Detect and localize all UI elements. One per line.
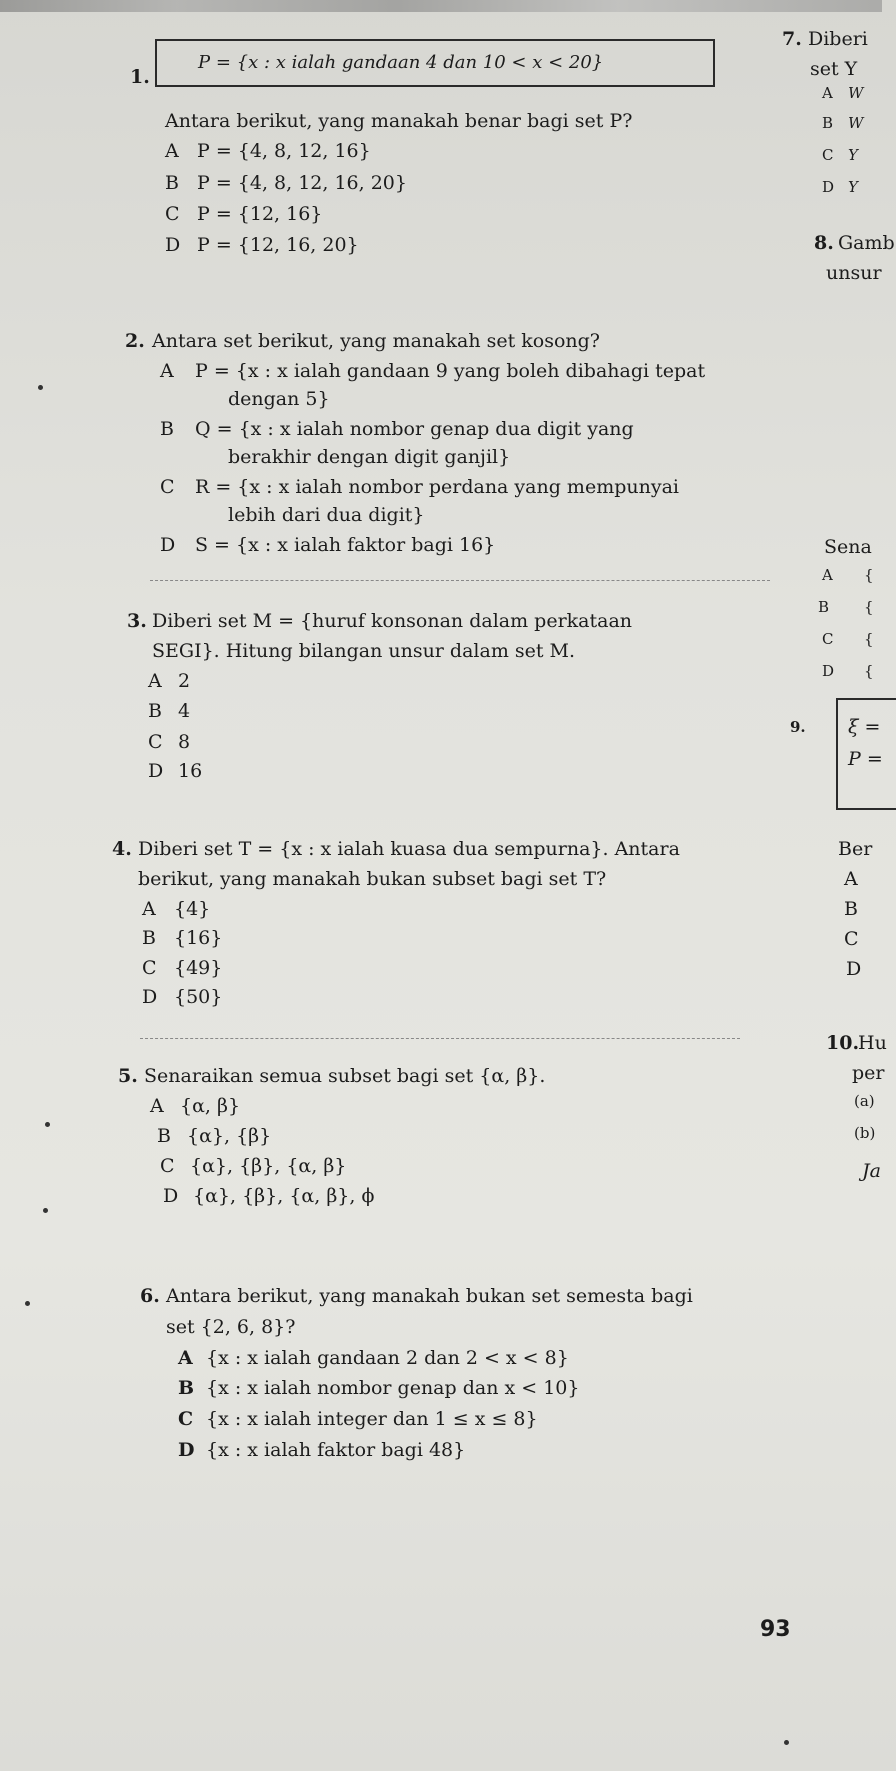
q7-option-b: W bbox=[848, 114, 864, 132]
question-4-number: 4. bbox=[112, 838, 132, 860]
q3-option-a: 2 bbox=[178, 670, 191, 692]
question-5-number: 5. bbox=[118, 1065, 138, 1087]
q7-option-letter-d: D bbox=[822, 178, 835, 196]
q8-option-letter-c: C bbox=[822, 630, 834, 648]
margin-dot bbox=[784, 1740, 789, 1745]
bleed-through-line bbox=[140, 1038, 740, 1040]
q8-option-letter-b: B bbox=[818, 598, 830, 616]
q1-option-letter-a: A bbox=[165, 140, 179, 162]
q5-option-a: {α, β} bbox=[180, 1095, 241, 1117]
q2-option-c-line1: R = {x : x ialah nombor perdana yang mempunyai bbox=[195, 476, 679, 498]
q7-option-c: Y bbox=[848, 146, 858, 164]
question-8-line2: unsur bbox=[826, 262, 882, 284]
q3-option-letter-c: C bbox=[148, 731, 163, 753]
q4-option-c: {49} bbox=[174, 957, 223, 979]
question-10-word: Ja bbox=[862, 1160, 881, 1182]
q2-option-letter-b: B bbox=[160, 418, 174, 440]
question-10-line2: per bbox=[852, 1062, 885, 1084]
question-8-word: Sena bbox=[824, 536, 872, 558]
top-edge-strip bbox=[0, 0, 882, 12]
q6-option-d: {x : x ialah faktor bagi 48} bbox=[206, 1439, 466, 1461]
margin-dot bbox=[45, 1122, 50, 1127]
q8-option-c: { bbox=[864, 630, 874, 648]
q5-option-letter-c: C bbox=[160, 1155, 175, 1177]
q10-item-b: (b) bbox=[854, 1124, 876, 1142]
q9-option-letter-a: A bbox=[844, 868, 858, 890]
q7-option-letter-c: C bbox=[822, 146, 834, 164]
q2-option-c-line2: lebih dari dua digit} bbox=[228, 504, 425, 526]
q7-option-letter-b: B bbox=[822, 114, 834, 132]
q8-option-d: { bbox=[864, 662, 874, 680]
margin-dot bbox=[38, 385, 43, 390]
q7-option-d: Y bbox=[848, 178, 858, 196]
q3-option-letter-d: D bbox=[148, 760, 164, 782]
q3-option-letter-a: A bbox=[148, 670, 162, 692]
q2-option-a-line2: dengan 5} bbox=[228, 388, 330, 410]
q2-option-letter-c: C bbox=[160, 476, 175, 498]
question-10-line1: Hu bbox=[858, 1032, 887, 1054]
q6-option-a: {x : x ialah gandaan 2 dan 2 < x < 8} bbox=[206, 1347, 569, 1369]
q9-option-letter-b: B bbox=[844, 898, 858, 920]
q3-option-b: 4 bbox=[178, 700, 191, 722]
q6-option-letter-a: A bbox=[178, 1347, 193, 1369]
margin-dot bbox=[25, 1301, 30, 1306]
q2-option-letter-d: D bbox=[160, 534, 176, 556]
question-2-stem: Antara set berikut, yang manakah set kosong? bbox=[152, 330, 600, 352]
q10-item-a: (a) bbox=[854, 1092, 875, 1110]
q1-option-a: P = {4, 8, 12, 16} bbox=[197, 140, 371, 162]
q6-option-letter-b: B bbox=[178, 1377, 195, 1399]
q2-option-d-line1: S = {x : x ialah faktor bagi 16} bbox=[195, 534, 496, 556]
question-9-word: Ber bbox=[838, 838, 873, 860]
q9-option-letter-d: D bbox=[846, 958, 862, 980]
q5-option-d: {α}, {β}, {α, β}, ϕ bbox=[193, 1185, 375, 1207]
question-3-stem-line1: Diberi set M = {huruf konsonan dalam perkataan bbox=[152, 610, 633, 632]
q2-option-b-line1: Q = {x : x ialah nombor genap dua digit yang bbox=[195, 418, 634, 440]
q8-option-b: { bbox=[864, 598, 874, 616]
q4-option-letter-d: D bbox=[142, 986, 158, 1008]
q6-option-c: {x : x ialah integer dan 1 ≤ x ≤ 8} bbox=[206, 1408, 538, 1430]
q6-option-letter-c: C bbox=[178, 1408, 194, 1430]
question-4-stem-line1: Diberi set T = {x : x ialah kuasa dua sempurna}. Antara bbox=[138, 838, 680, 860]
question-8-number: 8. bbox=[814, 232, 834, 254]
q2-option-a-line1: P = {x : x ialah gandaan 9 yang boleh dibahagi tepat bbox=[195, 360, 706, 382]
q9-option-letter-c: C bbox=[844, 928, 859, 950]
q5-option-letter-a: A bbox=[150, 1095, 164, 1117]
question-1-stem: Antara berikut, yang manakah benar bagi set P? bbox=[165, 110, 633, 132]
q5-option-letter-d: D bbox=[163, 1185, 179, 1207]
question-4-stem-line2: berikut, yang manakah bukan subset bagi set T? bbox=[138, 868, 607, 890]
q4-option-a: {4} bbox=[174, 898, 211, 920]
question-6-number: 6. bbox=[140, 1285, 160, 1307]
q4-option-letter-c: C bbox=[142, 957, 157, 979]
q8-option-letter-a: A bbox=[822, 566, 833, 584]
question-9-number: 9. bbox=[790, 718, 806, 736]
q4-option-d: {50} bbox=[174, 986, 223, 1008]
question-6-stem-line2: set {2, 6, 8}? bbox=[166, 1316, 296, 1338]
question-7-line2: set Y bbox=[810, 58, 858, 80]
question-3-number: 3. bbox=[127, 610, 147, 632]
q5-option-c: {α}, {β}, {α, β} bbox=[190, 1155, 347, 1177]
q8-option-letter-d: D bbox=[822, 662, 835, 680]
margin-dot bbox=[43, 1208, 48, 1213]
question-1-box-text: P = {x : x ialah gandaan 4 dan 10 < x < 20} bbox=[198, 52, 604, 73]
q6-option-b: {x : x ialah nombor genap dan x < 10} bbox=[206, 1377, 580, 1399]
question-6-stem-line1: Antara berikut, yang manakah bukan set semesta bagi bbox=[166, 1285, 693, 1307]
question-1-number: 1. bbox=[130, 66, 150, 88]
q1-option-letter-c: C bbox=[165, 203, 180, 225]
question-10-number: 10. bbox=[826, 1032, 860, 1054]
question-2-number: 2. bbox=[125, 330, 145, 352]
bleed-through-line bbox=[150, 580, 770, 582]
question-9-box-line1: ξ = bbox=[848, 716, 881, 738]
q5-option-b: {α}, {β} bbox=[187, 1125, 272, 1147]
q4-option-letter-b: B bbox=[142, 927, 156, 949]
q3-option-d: 16 bbox=[178, 760, 203, 782]
question-5-stem: Senaraikan semua subset bagi set {α, β}. bbox=[144, 1065, 546, 1087]
q8-option-a: { bbox=[864, 566, 874, 584]
question-8-line1: Gamb bbox=[838, 232, 895, 254]
q2-option-b-line2: berakhir dengan digit ganjil} bbox=[228, 446, 511, 468]
q4-option-letter-a: A bbox=[142, 898, 156, 920]
q6-option-letter-d: D bbox=[178, 1439, 195, 1461]
question-3-stem-line2: SEGI}. Hitung bilangan unsur dalam set M. bbox=[152, 640, 576, 662]
q7-option-a: W bbox=[848, 84, 864, 102]
q1-option-b: P = {4, 8, 12, 16, 20} bbox=[197, 172, 407, 194]
q1-option-letter-b: B bbox=[165, 172, 179, 194]
page-number: 93 bbox=[760, 1617, 791, 1642]
q3-option-c: 8 bbox=[178, 731, 191, 753]
q1-option-c: P = {12, 16} bbox=[197, 203, 323, 225]
q1-option-d: P = {12, 16, 20} bbox=[197, 234, 359, 256]
q1-option-letter-d: D bbox=[165, 234, 181, 256]
q2-option-letter-a: A bbox=[160, 360, 174, 382]
q3-option-letter-b: B bbox=[148, 700, 162, 722]
q7-option-letter-a: A bbox=[822, 84, 833, 102]
question-7-line1: Diberi bbox=[808, 28, 868, 50]
question-7-number: 7. bbox=[782, 28, 802, 50]
q4-option-b: {16} bbox=[174, 927, 223, 949]
question-9-box-line2: P = bbox=[848, 748, 883, 770]
q5-option-letter-b: B bbox=[157, 1125, 171, 1147]
